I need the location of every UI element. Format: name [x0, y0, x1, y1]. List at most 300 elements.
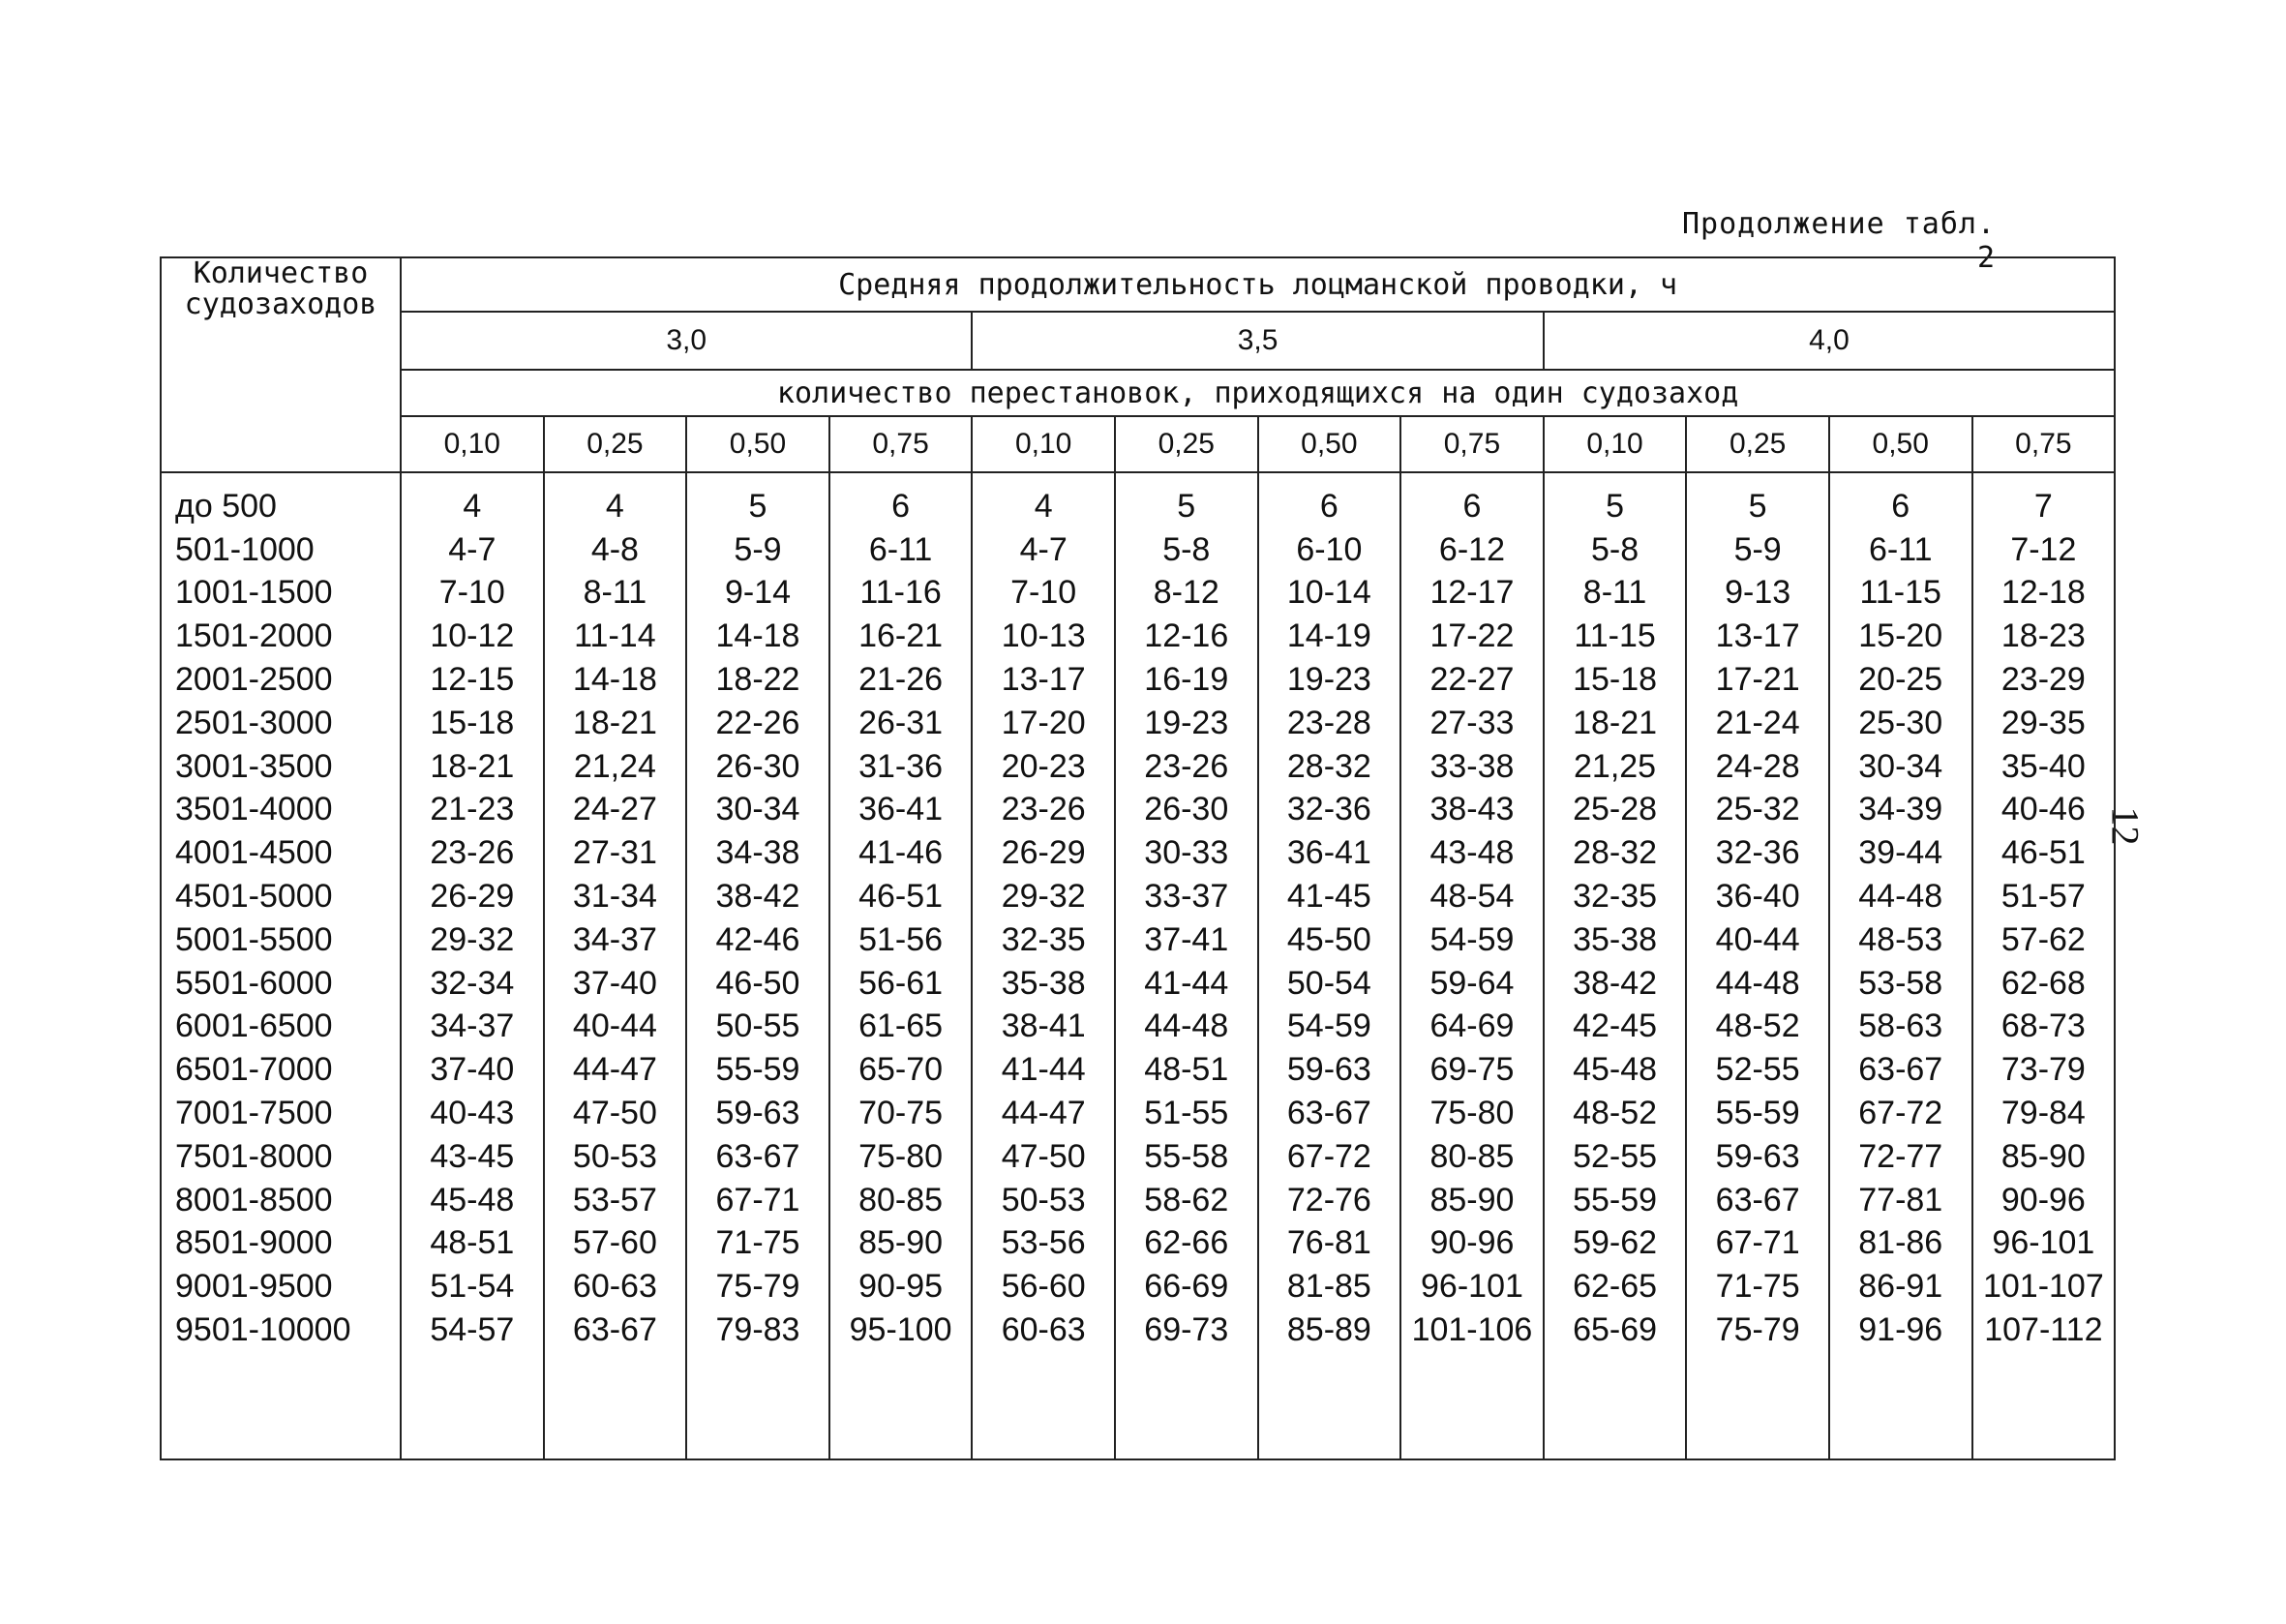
- table-cell: 11-16: [829, 572, 973, 616]
- table-row: [161, 745, 2115, 789]
- table-cell: 28-32: [1544, 831, 1687, 875]
- table-cell: 65-69: [1544, 1308, 1687, 1352]
- table-cell: 43-45: [401, 1135, 544, 1179]
- table-cell: 75-79: [686, 1265, 829, 1308]
- table-cell: 4: [972, 472, 1115, 528]
- table-cell: 63-67: [544, 1308, 687, 1352]
- empty-cell: [1400, 1352, 1544, 1459]
- table-cell: 9-13: [1686, 572, 1829, 616]
- table-cell: 85-90: [1400, 1179, 1544, 1222]
- table-cell: 22-27: [1400, 658, 1544, 702]
- table-cell: 35-38: [972, 962, 1115, 1006]
- row-range-cell: 5501-6000: [161, 962, 401, 1006]
- table-cell: 12-18: [1972, 572, 2116, 616]
- table-row: [161, 658, 2115, 702]
- table-cell: 64-69: [1400, 1006, 1544, 1049]
- table-cell: 68-73: [1972, 1006, 2116, 1049]
- table-cell: 17-21: [1686, 658, 1829, 702]
- table-cell: 20-23: [972, 745, 1115, 789]
- table-spacer-row: [161, 1352, 2115, 1459]
- table-cell: 14-18: [544, 658, 687, 702]
- table-cell: 50-53: [544, 1135, 687, 1179]
- table-cell: 12-17: [1400, 572, 1544, 616]
- table-cell: 32-35: [972, 918, 1115, 962]
- table-cell: 72-77: [1829, 1135, 1972, 1179]
- table-cell: 12-16: [1115, 615, 1258, 658]
- table-cell: 19-23: [1258, 658, 1401, 702]
- table-cell: 34-37: [544, 918, 687, 962]
- table-cell: 10-13: [972, 615, 1115, 658]
- table-row: [161, 918, 2115, 962]
- table-cell: 51-54: [401, 1265, 544, 1308]
- row-label-header: Количество судозаходов: [161, 257, 401, 472]
- table-row: [161, 528, 2115, 572]
- row-range-cell: 1001-1500: [161, 572, 401, 616]
- table-cell: 53-57: [544, 1179, 687, 1222]
- table-cell: 66-69: [1115, 1265, 1258, 1308]
- table-cell: 8-12: [1115, 572, 1258, 616]
- table-row: [161, 1048, 2115, 1092]
- table-header: [161, 257, 2115, 472]
- row-range-cell: 501-1000: [161, 528, 401, 572]
- table-cell: 90-96: [1972, 1179, 2116, 1222]
- table-cell: 6-11: [829, 528, 973, 572]
- table-cell: 43-48: [1400, 831, 1544, 875]
- table-cell: 32-34: [401, 962, 544, 1006]
- table-body: [161, 472, 2115, 1459]
- table-cell: 5-9: [686, 528, 829, 572]
- table-cell: 50-53: [972, 1179, 1115, 1222]
- table-row: [161, 789, 2115, 832]
- table-cell: 47-50: [972, 1135, 1115, 1179]
- table-cell: 18-22: [686, 658, 829, 702]
- table-cell: 95-100: [829, 1308, 973, 1352]
- table-cell: 44-48: [1686, 962, 1829, 1006]
- table-cell: 15-20: [1829, 615, 1972, 658]
- row-range-cell: 2001-2500: [161, 658, 401, 702]
- table-cell: 5: [1686, 472, 1829, 528]
- value-header: 0,75: [1972, 416, 2116, 472]
- table-cell: 23-26: [972, 789, 1115, 832]
- table-cell: 63-67: [1686, 1179, 1829, 1222]
- table-cell: 48-52: [1686, 1006, 1829, 1049]
- table-cell: 51-57: [1972, 875, 2116, 918]
- table-cell: 18-21: [544, 702, 687, 745]
- empty-cell: [544, 1352, 687, 1459]
- row-range-cell: до 500: [161, 472, 401, 528]
- table-cell: 75-79: [1686, 1308, 1829, 1352]
- group-title-header: Средняя продолжительность лоцманской проводки, ч: [401, 257, 2115, 312]
- page-number: 12: [2103, 806, 2148, 846]
- table-cell: 18-21: [1544, 702, 1687, 745]
- table-cell: 62-66: [1115, 1222, 1258, 1266]
- table-cell: 79-84: [1972, 1092, 2116, 1135]
- table-cell: 90-95: [829, 1265, 973, 1308]
- table-cell: 24-28: [1686, 745, 1829, 789]
- table-cell: 55-59: [1544, 1179, 1687, 1222]
- table-cell: 32-35: [1544, 875, 1687, 918]
- table-cell: 15-18: [401, 702, 544, 745]
- table-cell: 38-41: [972, 1006, 1115, 1049]
- table-cell: 7-10: [401, 572, 544, 616]
- table-cell: 21-26: [829, 658, 973, 702]
- table-cell: 75-80: [829, 1135, 973, 1179]
- table-cell: 63-67: [686, 1135, 829, 1179]
- table-row: [161, 962, 2115, 1006]
- table-cell: 67-72: [1258, 1135, 1401, 1179]
- table-cell: 40-43: [401, 1092, 544, 1135]
- table-cell: 34-39: [1829, 789, 1972, 832]
- table-cell: 37-40: [401, 1048, 544, 1092]
- table-cell: 46-50: [686, 962, 829, 1006]
- table-cell: 51-55: [1115, 1092, 1258, 1135]
- table-cell: 6: [1258, 472, 1401, 528]
- table-cell: 20-25: [1829, 658, 1972, 702]
- row-range-cell: 1501-2000: [161, 615, 401, 658]
- table-cell: 29-32: [401, 918, 544, 962]
- table-cell: 63-67: [1258, 1092, 1401, 1135]
- table-cell: 55-59: [686, 1048, 829, 1092]
- table-cell: 44-47: [972, 1092, 1115, 1135]
- table-cell: 4: [544, 472, 687, 528]
- empty-cell: [1544, 1352, 1687, 1459]
- table-cell: 34-38: [686, 831, 829, 875]
- table-row: [161, 1006, 2115, 1049]
- table-cell: 24-27: [544, 789, 687, 832]
- count-title-header: количество перестановок, приходящихся на один судозаход: [401, 370, 2115, 416]
- table-cell: 42-46: [686, 918, 829, 962]
- table-cell: 15-18: [1544, 658, 1687, 702]
- empty-cell: [1115, 1352, 1258, 1459]
- table-cell: 5-8: [1544, 528, 1687, 572]
- table-cell: 50-54: [1258, 962, 1401, 1006]
- table-cell: 36-41: [1258, 831, 1401, 875]
- table-cell: 21,24: [544, 745, 687, 789]
- row-range-cell: 6501-7000: [161, 1048, 401, 1092]
- table-cell: 54-59: [1400, 918, 1544, 962]
- table-cell: 14-19: [1258, 615, 1401, 658]
- table-cell: 41-45: [1258, 875, 1401, 918]
- table-cell: 77-81: [1829, 1179, 1972, 1222]
- table-cell: 30-34: [686, 789, 829, 832]
- value-header: 0,25: [544, 416, 687, 472]
- table-cell: 11-15: [1544, 615, 1687, 658]
- table-cell: 67-72: [1829, 1092, 1972, 1135]
- table-cell: 38-43: [1400, 789, 1544, 832]
- table-cell: 18-21: [401, 745, 544, 789]
- table-cell: 53-58: [1829, 962, 1972, 1006]
- table-cell: 56-60: [972, 1265, 1115, 1308]
- table-cell: 58-62: [1115, 1179, 1258, 1222]
- value-header: 0,10: [1544, 416, 1687, 472]
- table-cell: 71-75: [686, 1222, 829, 1266]
- table-continuation-label: Продолжение табл. 2: [1681, 207, 1996, 275]
- table-cell: 48-54: [1400, 875, 1544, 918]
- table-cell: 22-26: [686, 702, 829, 745]
- table-cell: 26-30: [1115, 789, 1258, 832]
- table-row: [161, 1265, 2115, 1308]
- value-header: 0,25: [1686, 416, 1829, 472]
- table-cell: 50-55: [686, 1006, 829, 1049]
- table-cell: 29-32: [972, 875, 1115, 918]
- table-cell: 31-36: [829, 745, 973, 789]
- table-cell: 69-75: [1400, 1048, 1544, 1092]
- table-cell: 40-44: [544, 1006, 687, 1049]
- empty-cell: [1258, 1352, 1401, 1459]
- row-range-cell: 7001-7500: [161, 1092, 401, 1135]
- table-cell: 10-12: [401, 615, 544, 658]
- table-cell: 29-35: [1972, 702, 2116, 745]
- table-cell: 36-41: [829, 789, 973, 832]
- duration-header-2: 3,5: [972, 312, 1543, 370]
- table-cell: 28-32: [1258, 745, 1401, 789]
- table-cell: 79-83: [686, 1308, 829, 1352]
- table-cell: 51-56: [829, 918, 973, 962]
- table-cell: 60-63: [972, 1308, 1115, 1352]
- table-cell: 38-42: [1544, 962, 1687, 1006]
- table-cell: 18-23: [1972, 615, 2116, 658]
- table-row: [161, 615, 2115, 658]
- table-cell: 30-34: [1829, 745, 1972, 789]
- table-cell: 107-112: [1972, 1308, 2116, 1352]
- table-cell: 9-14: [686, 572, 829, 616]
- table-cell: 4-7: [401, 528, 544, 572]
- table-cell: 12-15: [401, 658, 544, 702]
- row-range-cell: 2501-3000: [161, 702, 401, 745]
- table-cell: 44-47: [544, 1048, 687, 1092]
- duration-header-3: 4,0: [1544, 312, 2115, 370]
- table-cell: 25-30: [1829, 702, 1972, 745]
- table-cell: 85-90: [829, 1222, 973, 1266]
- table-cell: 21,25: [1544, 745, 1687, 789]
- table-cell: 32-36: [1686, 831, 1829, 875]
- value-header: 0,50: [1258, 416, 1401, 472]
- table-cell: 57-60: [544, 1222, 687, 1266]
- table-cell: 8-11: [1544, 572, 1687, 616]
- table-cell: 11-15: [1829, 572, 1972, 616]
- table-cell: 6: [1829, 472, 1972, 528]
- table-cell: 85-89: [1258, 1308, 1401, 1352]
- table-cell: 57-62: [1972, 918, 2116, 962]
- table-cell: 6: [829, 472, 973, 528]
- table-cell: 101-107: [1972, 1265, 2116, 1308]
- table-cell: 72-76: [1258, 1179, 1401, 1222]
- table-cell: 23-26: [1115, 745, 1258, 789]
- table-row: [161, 831, 2115, 875]
- row-range-cell: 5001-5500: [161, 918, 401, 962]
- table-cell: 34-37: [401, 1006, 544, 1049]
- table-cell: 27-31: [544, 831, 687, 875]
- table-cell: 61-65: [829, 1006, 973, 1049]
- table-cell: 23-28: [1258, 702, 1401, 745]
- row-range-cell: 9501-10000: [161, 1308, 401, 1352]
- table-cell: 47-50: [544, 1092, 687, 1135]
- table-cell: 55-58: [1115, 1135, 1258, 1179]
- table-cell: 33-37: [1115, 875, 1258, 918]
- table-cell: 46-51: [1972, 831, 2116, 875]
- table-cell: 4-8: [544, 528, 687, 572]
- table-cell: 8-11: [544, 572, 687, 616]
- empty-cell: [161, 1352, 401, 1459]
- table-row: [161, 1308, 2115, 1352]
- row-range-cell: 4501-5000: [161, 875, 401, 918]
- table-cell: 55-59: [1686, 1092, 1829, 1135]
- values-header-row: [161, 416, 2115, 472]
- table-cell: 59-62: [1544, 1222, 1687, 1266]
- row-range-cell: 3001-3500: [161, 745, 401, 789]
- table-cell: 17-20: [972, 702, 1115, 745]
- table-cell: 25-28: [1544, 789, 1687, 832]
- table-cell: 42-45: [1544, 1006, 1687, 1049]
- table-cell: 86-91: [1829, 1265, 1972, 1308]
- table-cell: 35-40: [1972, 745, 2116, 789]
- table-cell: 48-51: [401, 1222, 544, 1266]
- table-cell: 7-12: [1972, 528, 2116, 572]
- table-cell: 32-36: [1258, 789, 1401, 832]
- table-cell: 19-23: [1115, 702, 1258, 745]
- table-cell: 35-38: [1544, 918, 1687, 962]
- table-cell: 101-106: [1400, 1308, 1544, 1352]
- table-cell: 45-50: [1258, 918, 1401, 962]
- value-header: 0,75: [1400, 416, 1544, 472]
- table-cell: 30-33: [1115, 831, 1258, 875]
- table-cell: 63-67: [1829, 1048, 1972, 1092]
- table-cell: 54-57: [401, 1308, 544, 1352]
- table-cell: 6: [1400, 472, 1544, 528]
- table-cell: 62-65: [1544, 1265, 1687, 1308]
- table-row: [161, 1222, 2115, 1266]
- table-cell: 5-9: [1686, 528, 1829, 572]
- table-cell: 26-29: [401, 875, 544, 918]
- table-cell: 33-38: [1400, 745, 1544, 789]
- table-cell: 41-44: [1115, 962, 1258, 1006]
- empty-cell: [401, 1352, 544, 1459]
- table-cell: 36-40: [1686, 875, 1829, 918]
- table-cell: 65-70: [829, 1048, 973, 1092]
- table-cell: 90-96: [1400, 1222, 1544, 1266]
- table-cell: 85-90: [1972, 1135, 2116, 1179]
- table-cell: 54-59: [1258, 1006, 1401, 1049]
- table-cell: 62-68: [1972, 962, 2116, 1006]
- table-cell: 48-52: [1544, 1092, 1687, 1135]
- table-cell: 5: [1544, 472, 1687, 528]
- table-cell: 37-40: [544, 962, 687, 1006]
- table-cell: 26-29: [972, 831, 1115, 875]
- table-cell: 25-32: [1686, 789, 1829, 832]
- table-cell: 48-51: [1115, 1048, 1258, 1092]
- table-cell: 44-48: [1115, 1006, 1258, 1049]
- table-cell: 52-55: [1686, 1048, 1829, 1092]
- table-cell: 45-48: [1544, 1048, 1687, 1092]
- row-range-cell: 9001-9500: [161, 1265, 401, 1308]
- empty-cell: [1686, 1352, 1829, 1459]
- table-cell: 6-10: [1258, 528, 1401, 572]
- table-cell: 59-63: [686, 1092, 829, 1135]
- table-row: [161, 702, 2115, 745]
- table-cell: 5-8: [1115, 528, 1258, 572]
- table-cell: 26-30: [686, 745, 829, 789]
- value-header: 0,25: [1115, 416, 1258, 472]
- table-cell: 41-46: [829, 831, 973, 875]
- empty-cell: [972, 1352, 1115, 1459]
- table-cell: 81-85: [1258, 1265, 1401, 1308]
- duration-header-1: 3,0: [401, 312, 972, 370]
- table-cell: 23-26: [401, 831, 544, 875]
- table-cell: 6-12: [1400, 528, 1544, 572]
- table-cell: 60-63: [544, 1265, 687, 1308]
- table-row: [161, 1179, 2115, 1222]
- row-range-cell: 4001-4500: [161, 831, 401, 875]
- table-cell: 75-80: [1400, 1092, 1544, 1135]
- table-cell: 5: [686, 472, 829, 528]
- empty-cell: [686, 1352, 829, 1459]
- table-cell: 40-46: [1972, 789, 2116, 832]
- empty-cell: [1829, 1352, 1972, 1459]
- table-cell: 59-64: [1400, 962, 1544, 1006]
- row-range-cell: 7501-8000: [161, 1135, 401, 1179]
- table-cell: 52-55: [1544, 1135, 1687, 1179]
- table-cell: 46-51: [829, 875, 973, 918]
- table-cell: 96-101: [1972, 1222, 2116, 1266]
- table-cell: 40-44: [1686, 918, 1829, 962]
- table-cell: 7: [1972, 472, 2116, 528]
- row-range-cell: 8501-9000: [161, 1222, 401, 1266]
- empty-cell: [1972, 1352, 2116, 1459]
- table-cell: 13-17: [972, 658, 1115, 702]
- table-cell: 13-17: [1686, 615, 1829, 658]
- table-cell: 27-33: [1400, 702, 1544, 745]
- table-cell: 39-44: [1829, 831, 1972, 875]
- table-cell: 58-63: [1829, 1006, 1972, 1049]
- table-cell: 4: [401, 472, 544, 528]
- data-table: [160, 256, 2116, 1460]
- empty-cell: [829, 1352, 973, 1459]
- table-row: [161, 472, 2115, 528]
- table-cell: 4-7: [972, 528, 1115, 572]
- table-cell: 67-71: [1686, 1222, 1829, 1266]
- table-cell: 56-61: [829, 962, 973, 1006]
- table-cell: 38-42: [686, 875, 829, 918]
- table-cell: 80-85: [829, 1179, 973, 1222]
- table-cell: 21-24: [1686, 702, 1829, 745]
- row-range-cell: 6001-6500: [161, 1006, 401, 1049]
- table-cell: 7-10: [972, 572, 1115, 616]
- table-cell: 17-22: [1400, 615, 1544, 658]
- table-cell: 80-85: [1400, 1135, 1544, 1179]
- value-header: 0,10: [972, 416, 1115, 472]
- table-cell: 26-31: [829, 702, 973, 745]
- value-header: 0,50: [686, 416, 829, 472]
- table-cell: 16-21: [829, 615, 973, 658]
- row-range-cell: 8001-8500: [161, 1179, 401, 1222]
- table-cell: 96-101: [1400, 1265, 1544, 1308]
- table-cell: 5: [1115, 472, 1258, 528]
- value-header: 0,75: [829, 416, 973, 472]
- row-range-cell: 3501-4000: [161, 789, 401, 832]
- table-cell: 59-63: [1258, 1048, 1401, 1092]
- table-cell: 67-71: [686, 1179, 829, 1222]
- table-cell: 91-96: [1829, 1308, 1972, 1352]
- table-cell: 70-75: [829, 1092, 973, 1135]
- table-cell: 21-23: [401, 789, 544, 832]
- table-cell: 16-19: [1115, 658, 1258, 702]
- table-cell: 76-81: [1258, 1222, 1401, 1266]
- table-cell: 48-53: [1829, 918, 1972, 962]
- table-cell: 73-79: [1972, 1048, 2116, 1092]
- table-cell: 14-18: [686, 615, 829, 658]
- table-cell: 53-56: [972, 1222, 1115, 1266]
- table-cell: 59-63: [1686, 1135, 1829, 1179]
